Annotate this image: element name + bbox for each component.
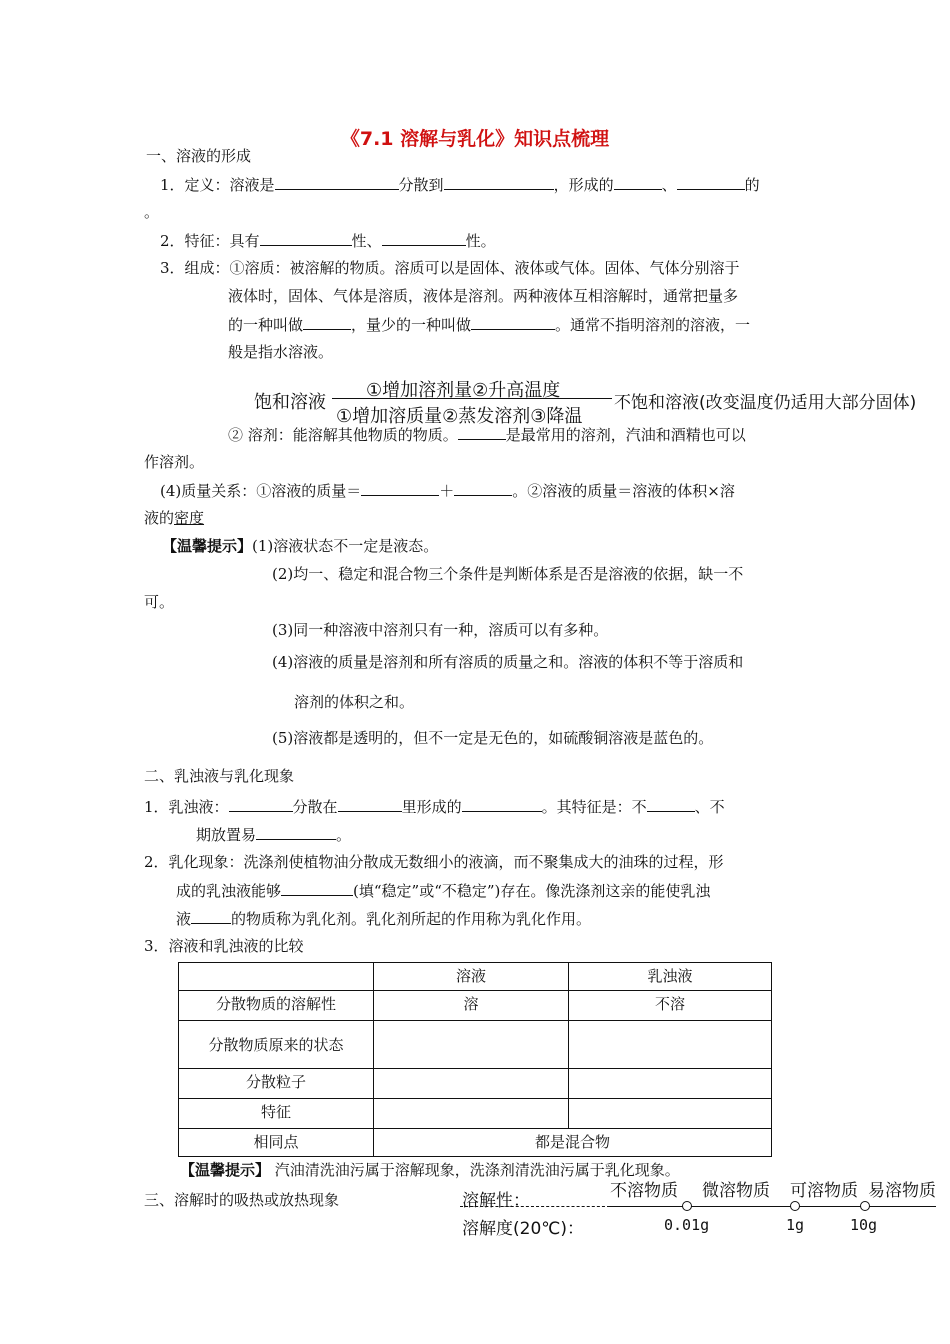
table-header-cell	[179, 963, 374, 991]
table-cell	[569, 1021, 772, 1069]
threshold-label: 10g	[850, 1216, 878, 1234]
table-header-row	[179, 963, 772, 991]
feature-line: 2．特征：具有 性、 性。	[160, 232, 496, 250]
table-cell: 分散物质原来的状态	[179, 1021, 374, 1069]
solubility-scale	[460, 1176, 950, 1240]
category-soluble: 可溶物质	[790, 1181, 858, 1201]
solubility-label: 溶解性：	[462, 1191, 530, 1211]
mass-relation-line: (4)质量关系：①溶液的质量＝ ＋ 。②溶液的质量＝溶液的体积×溶	[160, 482, 735, 500]
composition-line-4: 般是指水溶液。	[228, 343, 334, 361]
section3-heading: 三、溶解时的吸热或放热现象	[144, 1191, 340, 1209]
solvent-tail: 作溶剂。	[144, 453, 205, 471]
unsaturated-label: 不饱和溶液(改变温度仍适用大部分固体)	[614, 393, 917, 413]
table-cell: 分散物质的溶解性	[179, 991, 374, 1021]
tips1-item3: (3)同一种溶液中溶剂只有一种，溶质可以有多种。	[272, 621, 609, 639]
tips1-item5: (5)溶液都是透明的，但不一定是无色的，如硫酸铜溶液是蓝色的。	[272, 729, 714, 747]
to-saturated-conditions: ①增加溶质量②蒸发溶剂③降温	[336, 406, 583, 427]
emulsification-line-2: 成的乳浊液能够 (填“稳定”或“不稳定”)存在。像洗涤剂这亲的能使乳浊	[176, 882, 711, 900]
table-header-cell: 溶液	[374, 963, 569, 991]
emulsion-line-1: 1．乳浊液： 分散在 里形成的 。其特征是：不 、不	[144, 798, 725, 816]
mass-relation-tail: 液的密度	[144, 509, 205, 527]
category-slightly-soluble: 微溶物质	[702, 1181, 770, 1201]
tips1-item2: (2)均一、稳定和混合物三个条件是判断体系是否是溶液的依据，缺一不	[272, 565, 744, 583]
table-cell: 都是混合物	[374, 1129, 772, 1157]
section1-heading: 一、溶液的形成	[146, 147, 252, 165]
table-cell	[374, 1069, 569, 1099]
tips1-label: 【温馨提示】	[162, 537, 253, 555]
category-very-soluble: 易溶物质	[868, 1181, 936, 1201]
table-cell: 不溶	[569, 991, 772, 1021]
table-cell: 特征	[179, 1099, 374, 1129]
page-title: 《7.1 溶解与乳化》知识点梳理	[340, 128, 610, 150]
table-cell: 溶	[374, 991, 569, 1021]
threshold-mark	[682, 1201, 692, 1211]
solubility-degree-label: 溶解度(20℃)：	[462, 1219, 584, 1239]
solvent-line: ② 溶剂：能溶解其他物质的物质。 是最常用的溶剂，汽油和酒精也可以	[228, 426, 746, 444]
section2-heading: 二、乳浊液与乳化现象	[144, 767, 295, 785]
composition-line-1: 3．组成：①溶质：被溶解的物质。溶质可以是固体、液体或气体。固体、气体分别溶于	[160, 259, 740, 277]
threshold-mark	[790, 1201, 800, 1211]
conversion-arrow	[332, 398, 612, 399]
label-divider	[460, 1206, 610, 1207]
table-header-cell: 乳浊液	[569, 963, 772, 991]
table-row	[179, 1129, 772, 1157]
table-row	[179, 1021, 772, 1069]
table-row	[179, 1069, 772, 1099]
table-cell: 分散粒子	[179, 1069, 374, 1099]
emulsion-line-1-tail: 期放置易 。	[196, 826, 352, 844]
scale-axis	[610, 1206, 936, 1207]
table-cell: 相同点	[179, 1129, 374, 1157]
comparison-heading: 3．溶液和乳浊液的比较	[144, 937, 304, 955]
tips2-line: 【温馨提示】 汽油清洗油污属于溶解现象，洗涤剂清洗油污属于乳化现象。	[180, 1161, 680, 1179]
to-unsaturated-conditions: ①增加溶剂量②升高温度	[366, 380, 561, 401]
composition-line-2: 液体时，固体、气体是溶质，液体是溶剂。两种液体互相溶解时，通常把量多	[228, 287, 739, 305]
tips2-label: 【温馨提示】	[180, 1161, 271, 1179]
table-row	[179, 1099, 772, 1129]
threshold-label: 1g	[786, 1216, 805, 1234]
tips1-item4: (4)溶液的质量是溶剂和所有溶质的质量之和。溶液的体积不等于溶质和	[272, 653, 744, 671]
emulsification-line-3: 液 的物质称为乳化剂。乳化剂所起的作用称为乳化作用。	[176, 910, 592, 928]
definition-line: 1．定义：溶液是 分散到 ，形成的 、 的	[160, 176, 760, 194]
table-cell	[374, 1021, 569, 1069]
category-insoluble: 不溶物质	[610, 1181, 678, 1201]
saturated-label: 饱和溶液	[254, 392, 326, 413]
comparison-table	[178, 962, 772, 1157]
table-cell	[374, 1099, 569, 1129]
table-row	[179, 991, 772, 1021]
definition-tail: 。	[144, 203, 160, 221]
saturation-diagram	[254, 376, 950, 426]
threshold-label: 0.01g	[664, 1216, 710, 1234]
table-cell	[569, 1069, 772, 1099]
tips1-item4-tail: 溶剂的体积之和。	[294, 693, 415, 711]
emulsification-line-1: 2．乳化现象：洗涤剂使植物油分散成无数细小的液滴，而不聚集成大的油珠的过程，形	[144, 853, 724, 871]
tips1-line1: 【温馨提示】(1)溶液状态不一定是液态。	[162, 537, 439, 555]
composition-line-3: 的一种叫做 ，量少的一种叫做 。通常不指明溶剂的溶液，一	[228, 316, 751, 334]
threshold-mark	[860, 1201, 870, 1211]
tips1-item2-tail: 可。	[144, 593, 175, 611]
table-cell	[569, 1099, 772, 1129]
